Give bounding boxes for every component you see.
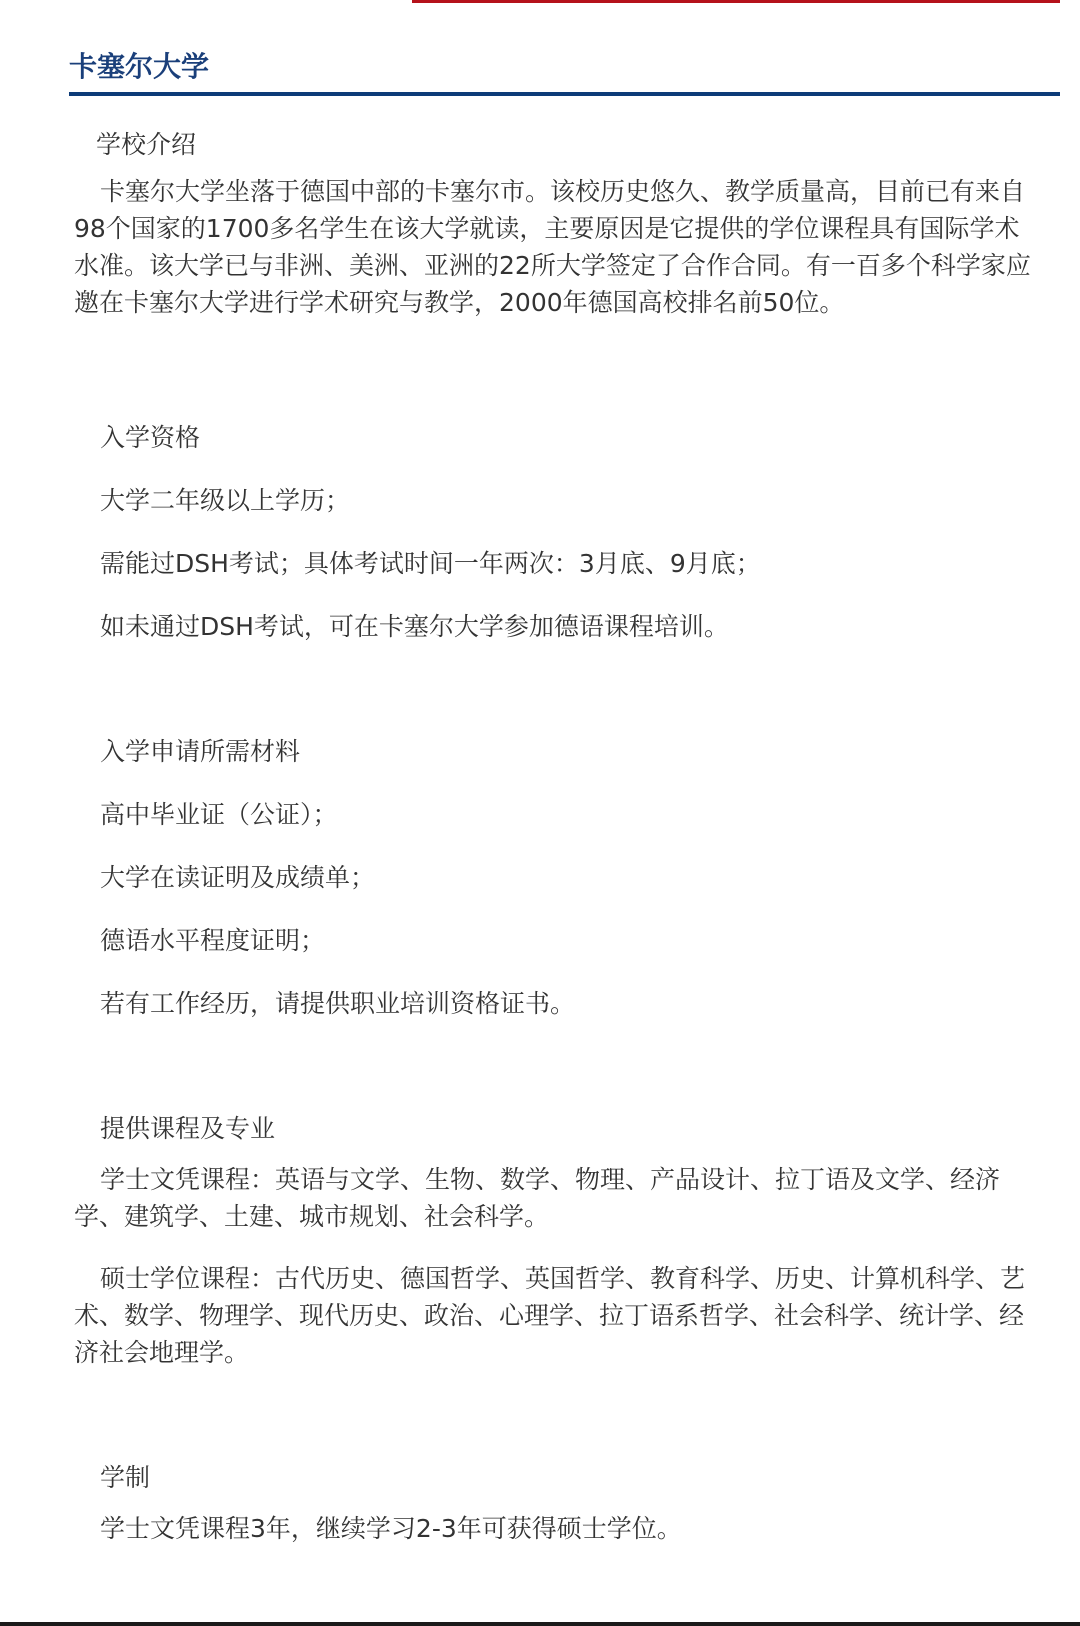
section-heading-materials: 入学申请所需材料 [100, 737, 301, 766]
top-accent-bar [412, 0, 1060, 3]
admission-item: 需能过DSH考试；具体考试时间一年两次：3月底、9月底； [100, 549, 761, 578]
page-header [69, 46, 1060, 96]
materials-item: 德语水平程度证明； [100, 926, 326, 955]
materials-item: 高中毕业证（公证）； [100, 800, 338, 829]
duration-text: 学士文凭课程3年，继续学习2-3年可获得硕士学位。 [100, 1514, 682, 1543]
materials-item: 大学在读证明及成绩单； [100, 863, 376, 892]
section-heading-intro: 学校介绍 [96, 130, 197, 159]
admission-item: 大学二年级以上学历； [100, 486, 351, 515]
master-programs: 硕士学位课程：古代历史、德国哲学、英国哲学、教育科学、历史、计算机科学、艺术、数学、物理学、现代历史、政治、心理学、拉丁语系哲学、社会科学、统计学、经济社会地理学。 [74, 1264, 1026, 1367]
materials-item: 若有工作经历，请提供职业培训资格证书。 [100, 989, 576, 1018]
admission-item: 如未通过DSH考试，可在卡塞尔大学参加德语课程培训。 [100, 612, 729, 641]
section-heading-programs: 提供课程及专业 [100, 1114, 276, 1143]
article-body [74, 126, 1044, 1547]
page-title: 卡塞尔大学 [69, 50, 210, 83]
bottom-divider [0, 1622, 1080, 1626]
section-heading-duration: 学制 [100, 1463, 151, 1492]
intro-paragraph: 卡塞尔大学坐落于德国中部的卡塞尔市。该校历史悠久、教学质量高，目前已有来自98个国家的1700多名学生在该大学就读，主要原因是它提供的学位课程具有国际学术水准。该大学已与非洲、美洲、亚洲的22所大学签定了合作合同。有一百多个科学家应邀在卡塞尔大学进行学术研究与教学，2000年德国高校排名前50位。 [74, 177, 1031, 317]
section-heading-admission: 入学资格 [100, 423, 201, 452]
bachelor-programs: 学士文凭课程：英语与文学、生物、数学、物理、产品设计、拉丁语及文学、经济学、建筑学、土建、城市规划、社会科学。 [74, 1165, 1001, 1231]
